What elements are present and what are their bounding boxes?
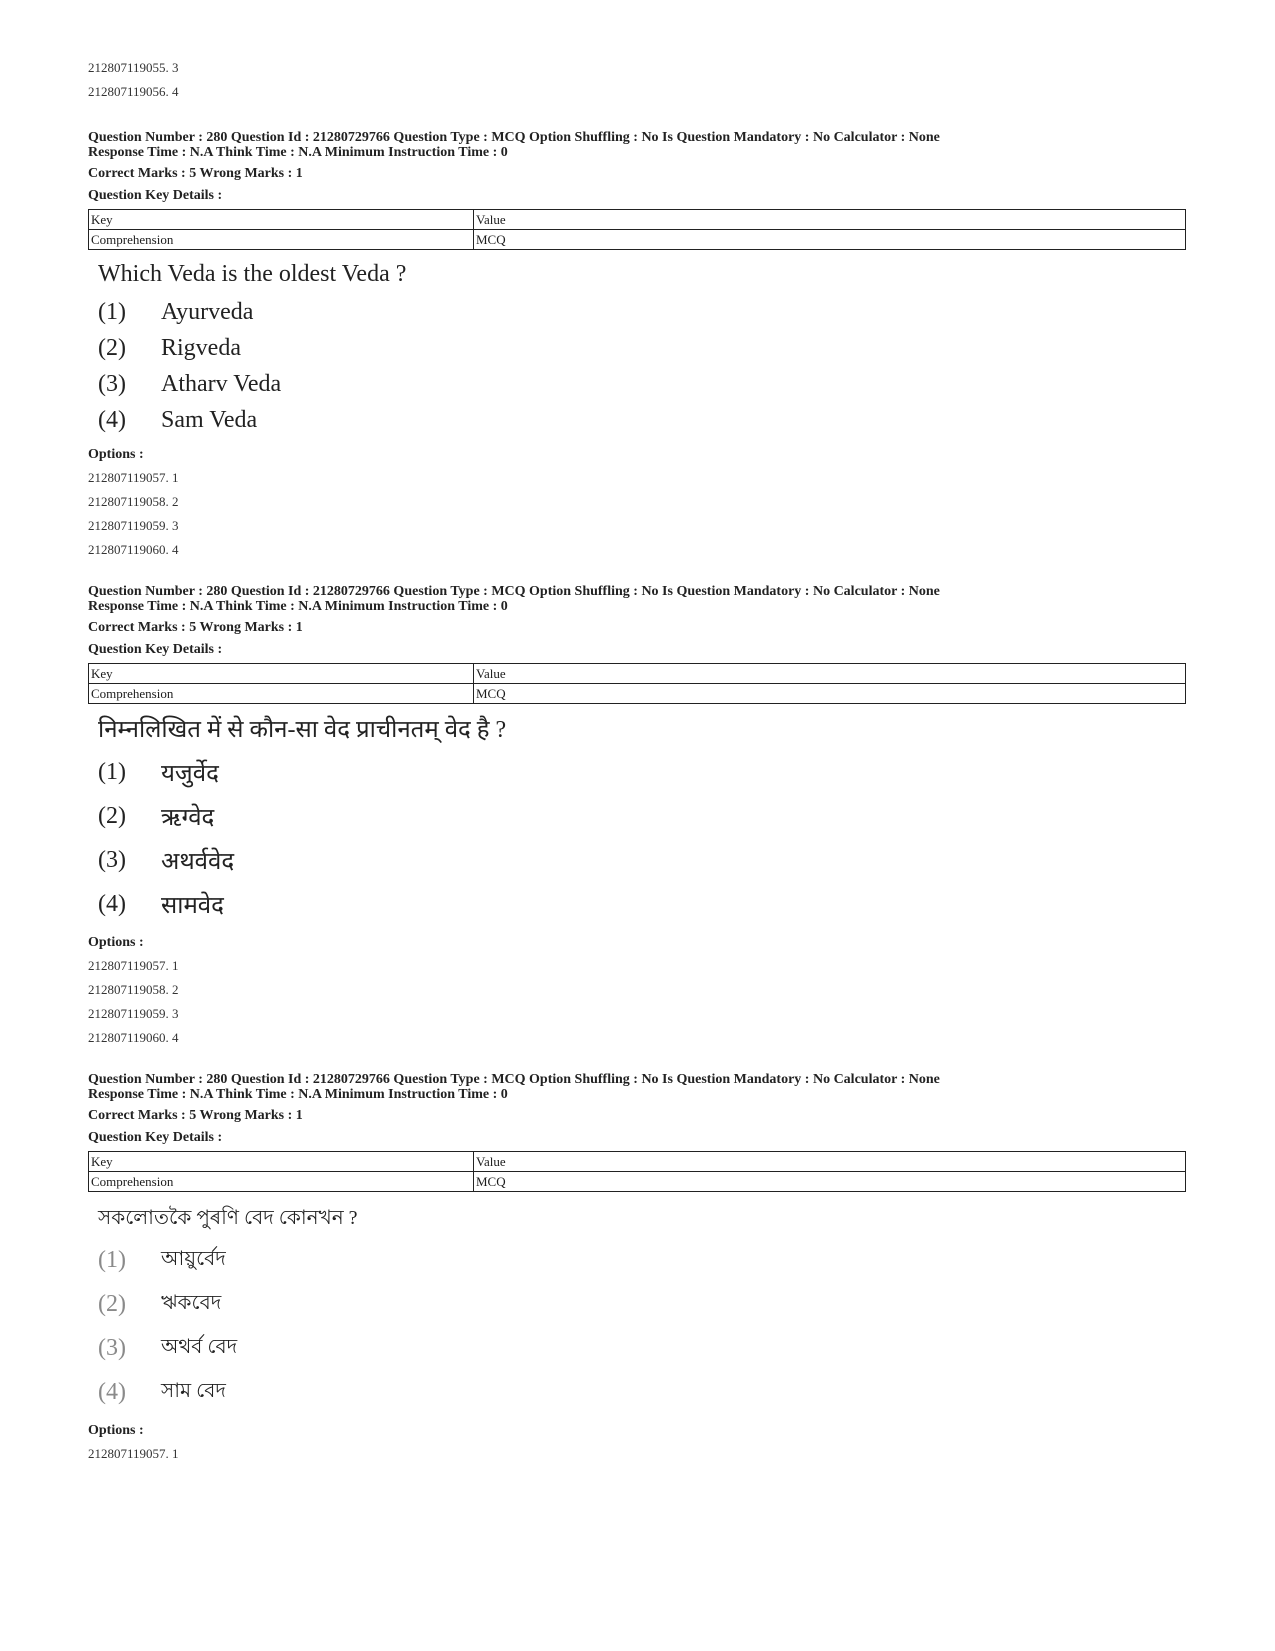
- table-header-key: Key: [89, 210, 474, 230]
- question-text: Which Veda is the oldest Veda ?: [98, 261, 407, 287]
- option-number: (4): [98, 406, 126, 433]
- table-cell-value: MCQ: [474, 230, 1186, 250]
- table-cell-key: Comprehension: [89, 684, 474, 704]
- option-number: (1): [98, 1246, 126, 1273]
- answer-option: [98, 750, 1188, 794]
- key-details-table: [88, 1151, 1186, 1192]
- option-number: (1): [98, 758, 126, 785]
- option-text: यजुर्वेद: [161, 760, 219, 787]
- option-text: অথৰ্ব বেদ: [161, 1335, 238, 1358]
- answer-option: [98, 330, 1188, 366]
- option-id-list: [88, 954, 1188, 1050]
- option-id: 212807119059. 3: [88, 1006, 179, 1021]
- option-text: Ayurveda: [161, 298, 254, 325]
- question-block: [88, 584, 1188, 1050]
- option-text: Atharv Veda: [161, 370, 282, 397]
- answer-options: [88, 294, 1188, 438]
- answer-option: [98, 882, 1188, 926]
- answer-option: [98, 838, 1188, 882]
- question-meta-line: Question Number : 280 Question Id : 21280729766 Question Type : MCQ Option Shuffling : No Is Question Mandatory : No Calculator : None: [88, 584, 940, 599]
- option-id: 212807119058. 2: [88, 982, 179, 997]
- table-cell-key: Comprehension: [89, 1172, 474, 1192]
- marks-line: Correct Marks : 5 Wrong Marks : 1: [88, 166, 303, 181]
- table-header-value: Value: [474, 664, 1186, 684]
- options-label: Options :: [88, 935, 144, 950]
- key-details-label: Question Key Details :: [88, 188, 223, 203]
- answer-option: [98, 794, 1188, 838]
- option-text: আয়ুৰ্বেদ: [161, 1247, 226, 1270]
- answer-option: [98, 294, 1188, 330]
- document-page: [88, 56, 1188, 1466]
- option-id: 212807119060. 4: [88, 542, 179, 557]
- option-id: 212807119058. 2: [88, 494, 179, 509]
- option-id: 212807119057. 1: [88, 958, 179, 973]
- option-number: (4): [98, 1378, 126, 1405]
- table-header-value: Value: [474, 210, 1186, 230]
- option-id: 212807119060. 4: [88, 1030, 179, 1045]
- option-number: (2): [98, 1290, 126, 1317]
- answer-option: [98, 1238, 1188, 1282]
- option-text: अथर्ववेद: [161, 848, 235, 875]
- question-meta-line: Question Number : 280 Question Id : 21280729766 Question Type : MCQ Option Shuffling : No Is Question Mandatory : No Calculator : None: [88, 130, 940, 145]
- table-header-value: Value: [474, 1152, 1186, 1172]
- table-header-key: Key: [89, 664, 474, 684]
- answer-option: [98, 1282, 1188, 1326]
- table-cell-value: MCQ: [474, 684, 1186, 704]
- table-header-key: Key: [89, 1152, 474, 1172]
- question-block: [88, 1072, 1188, 1466]
- option-number: (3): [98, 846, 126, 873]
- key-details-label: Question Key Details :: [88, 642, 223, 657]
- option-text: ऋग्वेद: [161, 804, 215, 831]
- option-text: Sam Veda: [161, 406, 258, 433]
- marks-line: Correct Marks : 5 Wrong Marks : 1: [88, 1108, 303, 1123]
- answer-options: [88, 1238, 1188, 1414]
- option-id: 212807119057. 1: [88, 470, 179, 485]
- option-id: 212807119055. 3: [88, 60, 179, 75]
- question-meta-line: Response Time : N.A Think Time : N.A Minimum Instruction Time : 0: [88, 599, 508, 614]
- answer-options: [88, 750, 1188, 926]
- option-number: (2): [98, 802, 126, 829]
- options-label: Options :: [88, 1423, 144, 1438]
- key-details-label: Question Key Details :: [88, 1130, 223, 1145]
- question-meta-line: Question Number : 280 Question Id : 21280729766 Question Type : MCQ Option Shuffling : No Is Question Mandatory : No Calculator : None: [88, 1072, 940, 1087]
- question-meta-line: Response Time : N.A Think Time : N.A Minimum Instruction Time : 0: [88, 145, 508, 160]
- question-meta-line: Response Time : N.A Think Time : N.A Minimum Instruction Time : 0: [88, 1087, 508, 1102]
- marks-line: Correct Marks : 5 Wrong Marks : 1: [88, 620, 303, 635]
- key-details-table: [88, 209, 1186, 250]
- answer-option: [98, 1326, 1188, 1370]
- option-text: Rigveda: [161, 334, 241, 361]
- option-id: 212807119057. 1: [88, 1446, 179, 1461]
- option-number: (1): [98, 298, 126, 325]
- answer-option: [98, 366, 1188, 402]
- option-text: সাম বেদ: [161, 1379, 226, 1402]
- key-details-table: [88, 663, 1186, 704]
- option-number: (2): [98, 334, 126, 361]
- question-block: [88, 130, 1188, 562]
- question-text: निम्नलिखित में से कौन-सा वेद प्राचीनतम् वेद है ?: [98, 717, 507, 743]
- table-cell-value: MCQ: [474, 1172, 1186, 1192]
- question-text: সকলোতকৈ পুৰণি বেদ কোনখন ?: [98, 1207, 358, 1229]
- option-number: (3): [98, 1334, 126, 1361]
- answer-option: [98, 402, 1188, 438]
- answer-option: [98, 1370, 1188, 1414]
- option-text: सामवेद: [161, 892, 224, 919]
- top-option-ids: [88, 56, 1188, 104]
- option-id-list: [88, 1442, 1188, 1466]
- option-number: (3): [98, 370, 126, 397]
- table-cell-key: Comprehension: [89, 230, 474, 250]
- options-label: Options :: [88, 447, 144, 462]
- option-number: (4): [98, 890, 126, 917]
- option-id-list: [88, 466, 1188, 562]
- option-id: 212807119056. 4: [88, 84, 179, 99]
- option-id: 212807119059. 3: [88, 518, 179, 533]
- option-text: ঋকবেদ: [161, 1291, 222, 1314]
